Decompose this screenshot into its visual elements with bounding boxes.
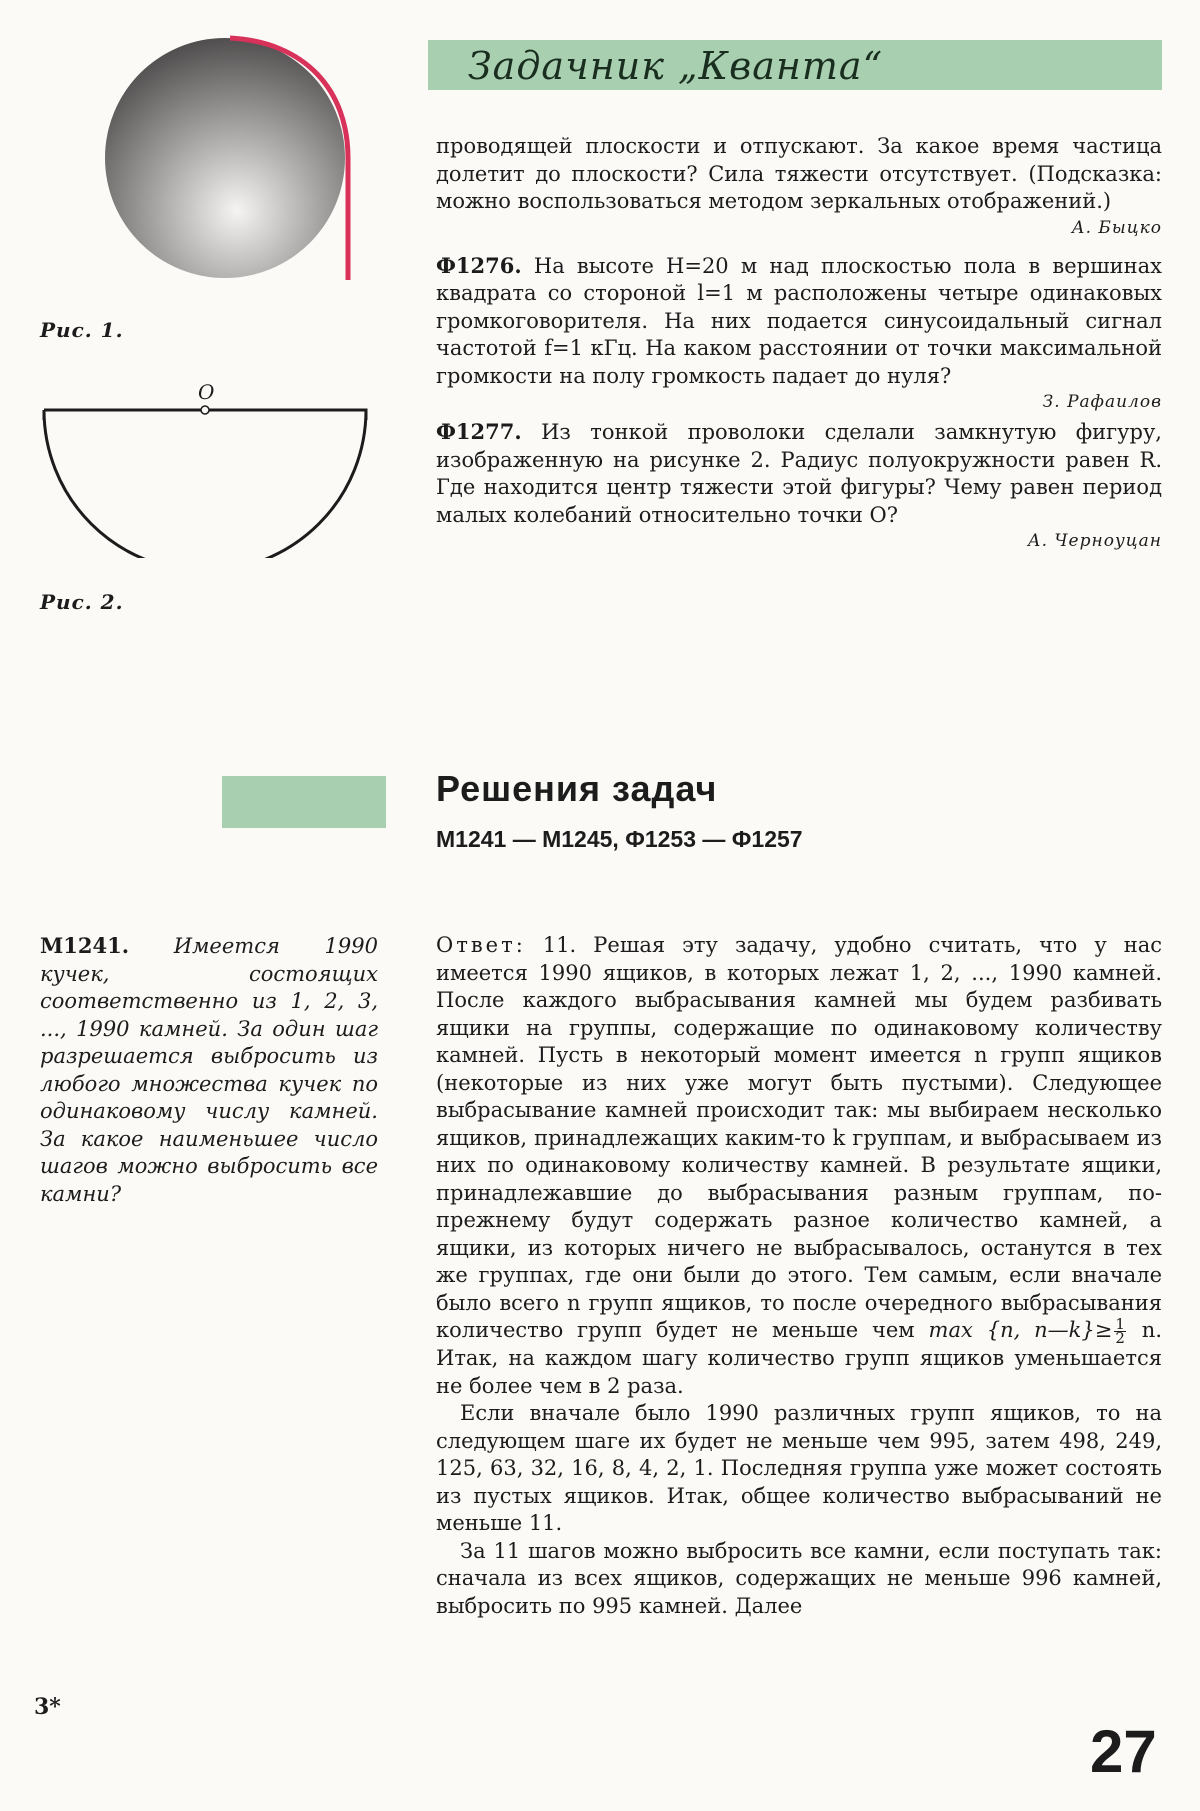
solutions-color-block (222, 776, 386, 828)
solutions-subtitle: М1241 — М1245, Ф1253 — Ф1257 (436, 826, 803, 852)
problem-f1277 (436, 418, 1162, 529)
header-banner-title: Задачник „Кванта“ (468, 44, 883, 88)
solution-p1-end: n. Итак, на каждом шагу количество групп ящиков уменьшается не более чем в 2 раза. (436, 1318, 1162, 1398)
solutions-title: Решения задач (436, 768, 718, 809)
solution-p1-start: 11. Решая эту задачу, удобно считать, что у нас имеется 1990 ящиков, в которых лежат 1, 2, ..., 1990 камней. После каждого выбрасывания камней мы будем разбивать ящики на группы, содержащие по одинаковому количеству камней. Пусть в некоторый момент имеется n групп ящиков (некоторые из них уже могут быть пустыми). Следующее выбрасывание камней происходит так: мы выбираем несколько ящиков, принадлежащих каким-то k группам, и выбрасываем из них по одинаковому количеству камней. В результате ящики, принадлежавшие до выбрасывания разным группам, по-прежнему будут содержать разное количество камней, а ящики, из которых ничего не выбрасывалось, останутся в тех же группах, где они были до этого. Тем самым, если вначале было всего n групп ящиков, то после очередного выбрасывания количество групп будет не меньше чем (436, 933, 1162, 1342)
fraction-numerator: 1 (1115, 1315, 1125, 1333)
pivot-point-o (201, 406, 209, 414)
problem-f1276 (436, 252, 1162, 391)
figure-2-semicircle (36, 378, 376, 558)
solution-formula-left: max {n, n—k}≥ (928, 1318, 1113, 1342)
problems-section (436, 133, 1162, 557)
problem-f1276-text: На высоте H=20 м над плоскостью пола в вершинах квадрата со стороной l=1 м расположены четыре одинаковых громкоговорителя. На них подается синусоидальный сигнал частотой f=1 кГц. На каком расстоянии от точки максимальной громкости на полу громкость падает до нуля? (436, 253, 1162, 388)
figure-1-caption: Рис. 1. (40, 318, 124, 342)
solution-paragraph-2: Если вначале было 1990 различных групп ящиков, то на следующем шаге их будет не меньше чем 995, затем 498, 249, 125, 63, 32, 16, 8, 4, 2, 1. Последняя группа уже может состоять из пустых ящиков. Итак, общее количество выбрасываний не меньше 11. (436, 1401, 1162, 1535)
m1241-condition-text: Имеется 1990 кучек, состоящих соответственно из 1, 2, 3, ..., 1990 камней. За один шаг разрешается выбросить из любого множества кучек по одинаковому числу камней. За какое наименьшее число шагов можно выбросить все камни? (40, 934, 378, 1206)
solution-paragraph-1 (436, 932, 1162, 1400)
problem-continuation-text: проводящей плоскости и отпускают. За какое время частица долетит до плоскости? Сила тяжести отсутствует. (Подсказка: можно воспользоваться методом зеркальных отображений.) (436, 134, 1162, 213)
problem-f1276-label: Ф1276. (436, 252, 522, 278)
page-number: 27 (1090, 1718, 1157, 1785)
sphere-shape (105, 38, 345, 278)
problem-f1276-author: З. Рафаилов (1042, 392, 1162, 412)
signature-mark: 3* (34, 1694, 61, 1720)
header-banner (428, 40, 1162, 90)
answer-label: Ответ: (436, 933, 526, 957)
problem-continuation-author: А. Быцко (1071, 217, 1162, 238)
fraction-denominator: 2 (1115, 1329, 1125, 1347)
solution-paragraph-3: За 11 шагов можно выбросить все камни, если поступать так: сначала из всех ящиков, содержащих не меньше 996 камней, выбросить по 995 камней. Далее (436, 1538, 1162, 1618)
m1241-label: М1241. (40, 933, 130, 958)
problem-f1277-author: А. Черноуцан (1027, 531, 1162, 551)
m1241-solution (436, 932, 1162, 1620)
m1241-condition-block (40, 932, 378, 1208)
semicircle-wire (44, 410, 366, 558)
m1241-condition (40, 932, 378, 1208)
problem-f1277-label: Ф1277. (436, 419, 522, 444)
figure-2-point-label: O (198, 380, 215, 404)
figure-2-caption: Рис. 2. (40, 590, 124, 614)
problem-f1277-text: Из тонкой проволоки сделали замкнутую фигуру, изображенную на рисунке 2. Радиус полуокружности равен R. Где находится центр тяжести этой фигуры? Чему равен период малых колебаний относительно точки O? (436, 420, 1162, 527)
solution-fraction (1114, 1315, 1126, 1347)
figure-1-sphere (100, 30, 360, 300)
